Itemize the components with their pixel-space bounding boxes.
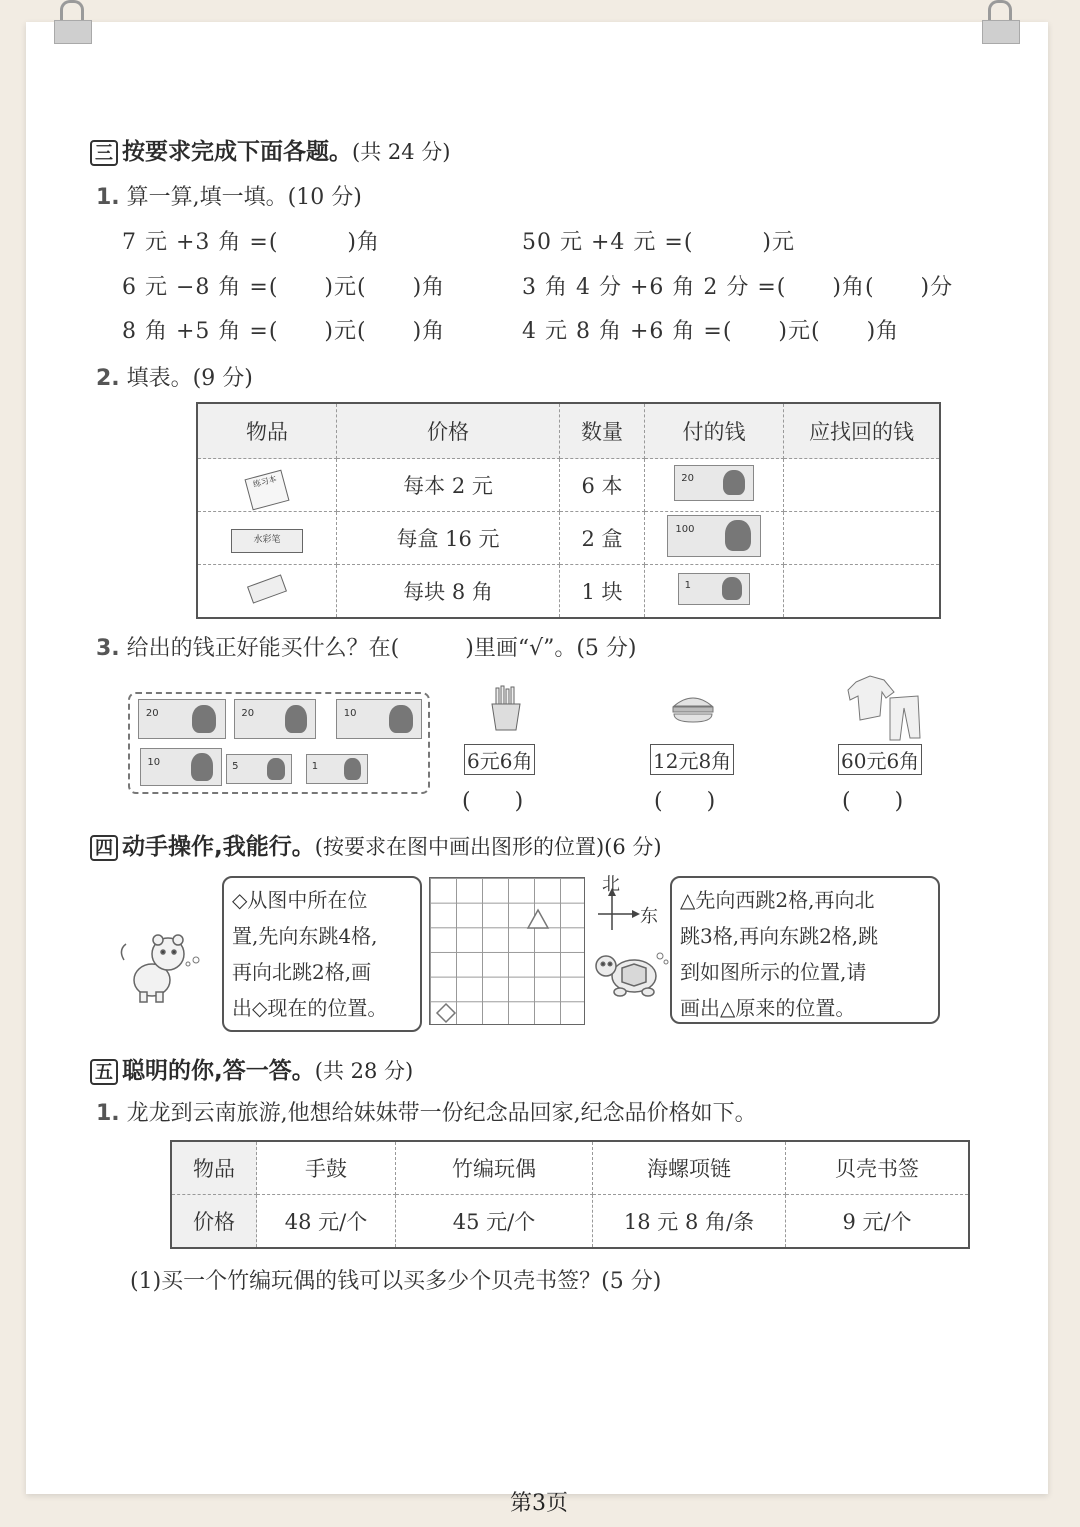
quantity-cell: 6 本 xyxy=(560,459,645,512)
left-instruction-bubble: ◇从图中所在位 置,先向东跳4格, 再向北跳2格,画 出◇现在的位置。 xyxy=(222,876,422,1032)
section-4-number: 四 xyxy=(90,835,118,861)
change-answer-cell[interactable] xyxy=(784,565,941,619)
tiger-cartoon-icon xyxy=(118,930,200,1004)
souvenir-price: 45 元/个 xyxy=(396,1195,593,1249)
equation-f[interactable]: 4 元 8 角 +6 角 =( )元( )角 xyxy=(522,319,900,344)
answer-paren-burger[interactable]: ( ) xyxy=(654,789,716,814)
section-3-points: (共 24 分) xyxy=(352,140,451,164)
compass-east-label: 东 xyxy=(640,906,658,927)
banknote-icon: 1 xyxy=(306,754,368,784)
banknote-icon: 100 xyxy=(645,512,784,565)
question-1: 1. 算一算,填一填。(10 分) xyxy=(96,185,362,210)
change-answer-cell[interactable] xyxy=(784,512,941,565)
header-change: 应找回的钱 xyxy=(784,403,941,459)
binder-clip-right xyxy=(980,0,1020,44)
header-price: 价格 xyxy=(337,403,560,459)
eraser-icon xyxy=(197,565,337,619)
souvenir-name: 海螺项链 xyxy=(593,1141,786,1195)
sub-question-1: (1)买一个竹编玩偶的钱可以买多少个贝壳书签？(5 分) xyxy=(130,1269,662,1294)
table-row xyxy=(197,459,940,512)
banknote-icon: 20 xyxy=(234,699,316,739)
turtle-cartoon-icon xyxy=(592,948,670,998)
quantity-cell: 2 盒 xyxy=(560,512,645,565)
page-number: 第3页 xyxy=(510,1491,568,1516)
table-row xyxy=(197,512,940,565)
table-row xyxy=(171,1195,969,1249)
header-paid: 付的钱 xyxy=(645,403,784,459)
fries-icon xyxy=(486,684,526,732)
price-tag-fries: 6元6角 xyxy=(464,744,535,775)
section-5-title: 聪明的你,答一答。 xyxy=(122,1058,315,1084)
header-item: 物品 xyxy=(197,403,337,459)
equation-c[interactable]: 6 元 −8 角 =( )元( )角 xyxy=(122,275,446,300)
souvenir-price: 48 元/个 xyxy=(257,1195,396,1249)
quantity-cell: 1 块 xyxy=(560,565,645,619)
given-money-box xyxy=(128,692,430,794)
price-cell: 每本 2 元 xyxy=(337,459,560,512)
banknote-icon: 1 xyxy=(645,565,784,619)
section-4-heading xyxy=(90,828,662,861)
section-5-heading xyxy=(90,1052,413,1085)
equation-a[interactable]: 7 元 +3 角 =( )角 xyxy=(122,230,381,255)
banknote-icon: 20 xyxy=(138,699,226,739)
table-row xyxy=(197,565,940,619)
compass-icon xyxy=(596,874,666,934)
row-header-price: 价格 xyxy=(171,1195,257,1249)
table-header-row xyxy=(197,403,940,459)
right-instruction-bubble: △先向西跳2格,再向北 跳3格,再向东跳2格,跳 到如图所示的位置,请 画出△原来的位置。 xyxy=(670,876,940,1024)
souvenir-name: 手鼓 xyxy=(257,1141,396,1195)
row-header-item: 物品 xyxy=(171,1141,257,1195)
price-cell: 每盒 16 元 xyxy=(337,512,560,565)
burger-icon xyxy=(670,690,716,724)
section-3-number: 三 xyxy=(90,140,118,166)
souvenir-name: 竹编玩偶 xyxy=(396,1141,593,1195)
question-3: 3. 给出的钱正好能买什么？在( )里画“√”。(5 分) xyxy=(96,636,637,661)
question-2: 2. 填表。(9 分) xyxy=(96,366,253,391)
answer-paren-clothes[interactable]: ( ) xyxy=(842,789,904,814)
marker-box-icon: 水彩笔 xyxy=(197,512,337,565)
souvenir-name: 贝壳书签 xyxy=(786,1141,970,1195)
compass-north-label: 北 xyxy=(602,874,620,895)
clothes-icon xyxy=(846,672,926,742)
header-quantity: 数量 xyxy=(560,403,645,459)
equation-d[interactable]: 3 角 4 分 +6 角 2 分 =( )角( )分 xyxy=(522,275,954,300)
banknote-icon: 5 xyxy=(226,754,292,784)
notebook-icon: 练习本 xyxy=(197,459,337,512)
triangle-marker xyxy=(526,908,550,930)
table-row xyxy=(171,1141,969,1195)
change-answer-cell[interactable] xyxy=(784,459,941,512)
binder-clip-left xyxy=(52,0,92,44)
price-table xyxy=(196,402,941,619)
equation-b[interactable]: 50 元 +4 元 =( )元 xyxy=(522,230,795,255)
section-5-number: 五 xyxy=(90,1059,118,1085)
section-3-title: 按要求完成下面各题。 xyxy=(122,139,352,165)
equation-e[interactable]: 8 角 +5 角 =( )元( )角 xyxy=(122,319,446,344)
diamond-marker xyxy=(435,1002,457,1024)
banknote-icon: 20 xyxy=(645,459,784,512)
banknote-icon: 10 xyxy=(140,748,222,786)
section-4-title: 动手操作,我能行。 xyxy=(122,834,315,860)
price-cell: 每块 8 角 xyxy=(337,565,560,619)
price-tag-clothes: 60元6角 xyxy=(838,744,922,775)
movement-grid[interactable] xyxy=(429,877,585,1025)
banknote-icon: 10 xyxy=(336,699,422,739)
souvenir-price: 18 元 8 角/条 xyxy=(593,1195,786,1249)
answer-paren-fries[interactable]: ( ) xyxy=(462,789,524,814)
section-4-points: (按要求在图中画出图形的位置)(6 分) xyxy=(314,835,662,859)
question-5-1: 1. 龙龙到云南旅游,他想给妹妹带一份纪念品回家,纪念品价格如下。 xyxy=(96,1101,757,1126)
price-tag-burger: 12元8角 xyxy=(650,744,734,775)
section-5-points: (共 28 分) xyxy=(314,1059,414,1083)
section-3-heading xyxy=(90,133,450,166)
souvenir-price-table xyxy=(170,1140,970,1249)
souvenir-price: 9 元/个 xyxy=(786,1195,970,1249)
